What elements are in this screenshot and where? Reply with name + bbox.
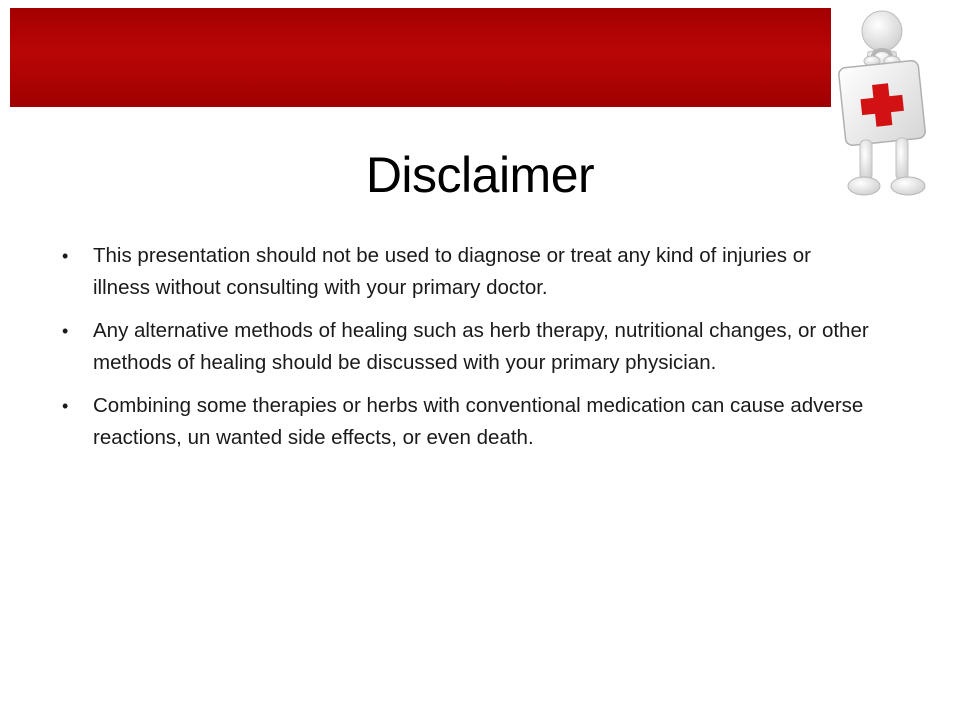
slide-title: Disclaimer: [365, 147, 595, 203]
bullet-dot: •: [62, 396, 69, 416]
bullet-item: [62, 390, 872, 454]
person-holding-first-aid-kit-icon: [832, 4, 960, 214]
bullet-list: [62, 240, 872, 465]
bullet-item: [62, 240, 872, 304]
bullet-dot: •: [62, 321, 69, 341]
bullet-text: Combining some therapies or herbs with conventional medication can cause adverse reactions, un wanted side effects, or even death.: [93, 394, 864, 449]
header-banner: [10, 8, 831, 107]
bullet-item: [62, 315, 872, 379]
bullet-dot: •: [62, 246, 69, 266]
bullet-text: Any alternative methods of healing such as herb therapy, nutritional changes, or other methods of healing should be discussed with your primary physician.: [93, 319, 869, 374]
bullet-text: This presentation should not be used to diagnose or treat any kind of injuries or illness without consulting with your primary doctor.: [93, 244, 811, 299]
